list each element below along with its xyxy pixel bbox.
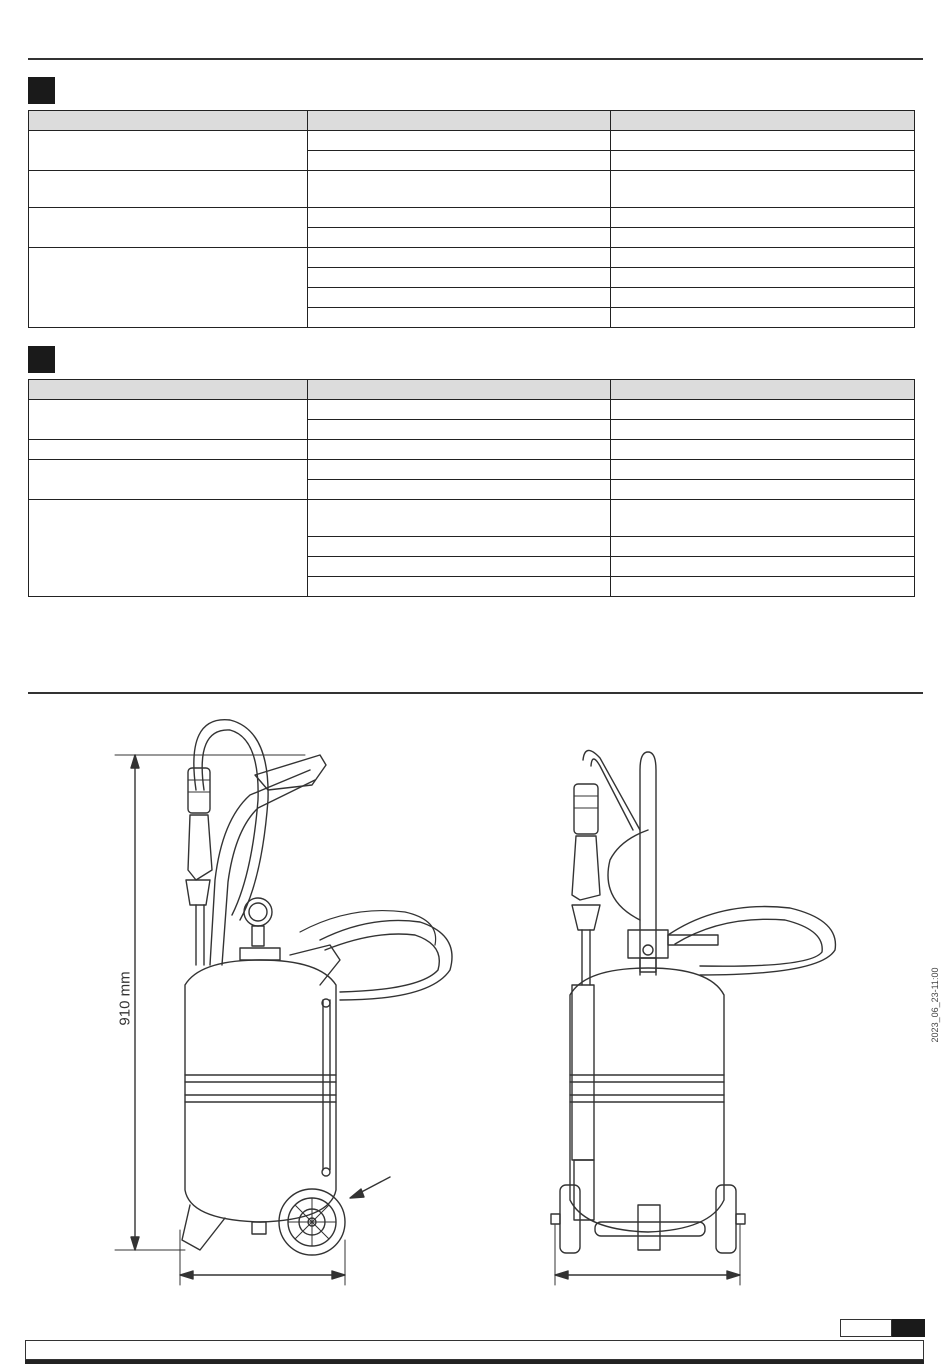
table-cell — [308, 248, 611, 268]
table-cell — [308, 500, 611, 537]
table-cell — [611, 577, 915, 597]
table-cell — [29, 460, 308, 500]
table-header-cell — [29, 111, 308, 131]
section-rule — [28, 692, 923, 694]
table-cell — [308, 171, 611, 208]
table-cell — [29, 440, 308, 460]
section-2-marker — [28, 346, 55, 373]
table-cell — [611, 308, 915, 328]
table-cell — [308, 208, 611, 228]
table-cell — [29, 171, 308, 208]
table-cell — [29, 500, 308, 597]
table-cell — [308, 400, 611, 420]
table-cell — [611, 288, 915, 308]
table-cell — [308, 308, 611, 328]
table-cell — [308, 577, 611, 597]
table-cell — [611, 131, 915, 151]
table-cell — [308, 460, 611, 480]
spec-table-2 — [28, 379, 915, 597]
section-1-marker — [28, 77, 55, 104]
front-view-unit — [551, 750, 835, 1285]
spec-table-1 — [28, 110, 915, 328]
table-cell — [611, 151, 915, 171]
table-cell — [611, 208, 915, 228]
table-header-cell — [29, 380, 308, 400]
table-cell — [611, 440, 915, 460]
table-header-cell — [308, 380, 611, 400]
table-cell — [308, 268, 611, 288]
table-cell — [29, 400, 308, 440]
dimension-drawing — [0, 700, 950, 1310]
table-cell — [308, 557, 611, 577]
table-cell — [611, 460, 915, 480]
page-number-box — [840, 1319, 892, 1337]
page-marker — [892, 1319, 925, 1337]
footer-frame — [25, 1340, 924, 1360]
height-dimension-label: 910 mm — [116, 971, 134, 1026]
table-cell — [29, 248, 308, 328]
date-stamp: 2023_06_23-11:00 — [930, 967, 940, 1043]
table-cell — [611, 400, 915, 420]
table-cell — [611, 268, 915, 288]
table-cell — [611, 500, 915, 537]
table-cell — [611, 248, 915, 268]
table-cell — [611, 228, 915, 248]
table-cell — [308, 537, 611, 557]
table-header-cell — [611, 380, 915, 400]
top-rule — [28, 58, 923, 60]
table-cell — [29, 208, 308, 248]
table-cell — [308, 131, 611, 151]
footer-bar — [25, 1360, 924, 1364]
table-cell — [308, 440, 611, 460]
side-view-unit — [115, 720, 452, 1285]
table-cell — [308, 420, 611, 440]
table-cell — [611, 537, 915, 557]
table-header-cell — [308, 111, 611, 131]
table-cell — [611, 557, 915, 577]
table-cell — [308, 480, 611, 500]
table-cell — [308, 288, 611, 308]
table-header-cell — [611, 111, 915, 131]
table-cell — [308, 151, 611, 171]
table-cell — [308, 228, 611, 248]
table-cell — [611, 480, 915, 500]
table-cell — [611, 420, 915, 440]
table-cell — [611, 171, 915, 208]
table-cell — [29, 131, 308, 171]
